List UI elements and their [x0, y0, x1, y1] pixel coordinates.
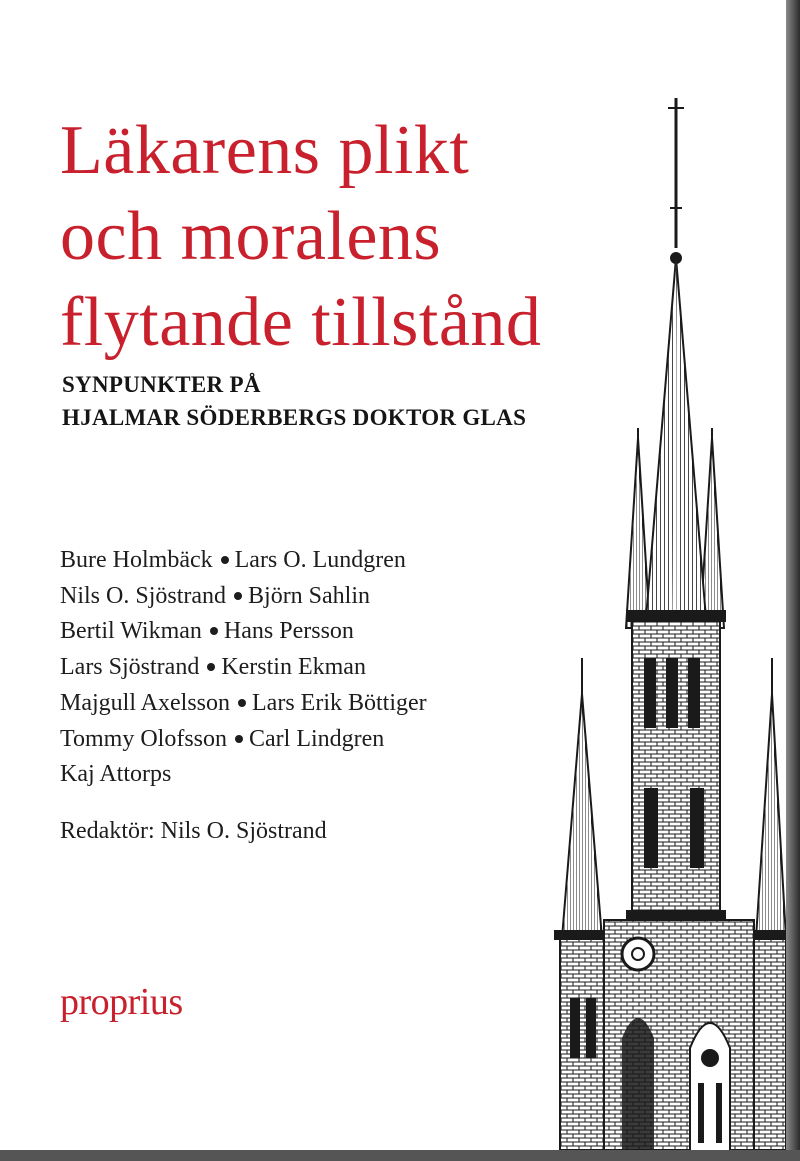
- publisher-logo: proprius: [60, 981, 183, 1023]
- contributor-row: [60, 650, 427, 686]
- central-tower: [626, 610, 726, 920]
- contributor-name: Bure Holmbäck: [60, 547, 213, 573]
- bullet-icon: [234, 592, 242, 600]
- contributor-row: [60, 722, 427, 758]
- church-facade: [604, 920, 754, 1150]
- contributor-name: Hans Persson: [223, 618, 354, 645]
- title-line-3: flytande tillstånd: [60, 284, 542, 361]
- contributor-name: Lars Sjöstrand: [60, 654, 200, 681]
- contributor-name: Nils O. Sjöstrand: [60, 582, 227, 609]
- contributor-row: [60, 579, 427, 615]
- title-line-2: och moralens: [60, 198, 442, 275]
- book-title: [60, 108, 541, 366]
- contributor-name: Kerstin Ekman: [221, 654, 366, 681]
- contributor-row: [60, 543, 427, 579]
- contributor-name: Majgull Axelsson: [60, 689, 231, 716]
- title-line-1: Läkarens plikt: [60, 112, 470, 189]
- subtitle-line-1: SYNPUNKTER PÅ: [62, 372, 261, 397]
- bullet-icon: [221, 556, 229, 564]
- main-spire: [646, 98, 706, 618]
- scan-edge-bottom: [0, 1150, 800, 1161]
- contributor-list: [60, 543, 427, 793]
- scan-edge-right: [786, 0, 800, 1161]
- book-subtitle: [62, 368, 526, 434]
- contributor-name: Lars Erik Böttiger: [252, 689, 427, 716]
- bullet-icon: [235, 735, 243, 743]
- editor-credit: Redaktör: Nils O. Sjöstrand: [60, 818, 327, 844]
- contributor-row: [60, 757, 427, 793]
- contributor-name: Bertil Wikman: [60, 618, 202, 645]
- contributor-name: Kaj Attorps: [60, 761, 172, 788]
- contributor-row: [60, 686, 427, 722]
- bullet-icon: [210, 627, 218, 635]
- contributor-name: Lars O. Lundgren: [234, 547, 406, 573]
- contributor-name: Björn Sahlin: [248, 582, 371, 609]
- subtitle-line-2: HJALMAR SÖDERBERGS DOKTOR GLAS: [62, 405, 527, 430]
- contributor-row: [60, 614, 427, 650]
- bullet-icon: [207, 663, 215, 671]
- bullet-icon: [238, 699, 246, 707]
- contributor-name: Carl Lindgren: [249, 725, 385, 752]
- cathedral-spires-illustration: [540, 98, 786, 1150]
- contributor-name: Tommy Olofsson: [60, 725, 227, 752]
